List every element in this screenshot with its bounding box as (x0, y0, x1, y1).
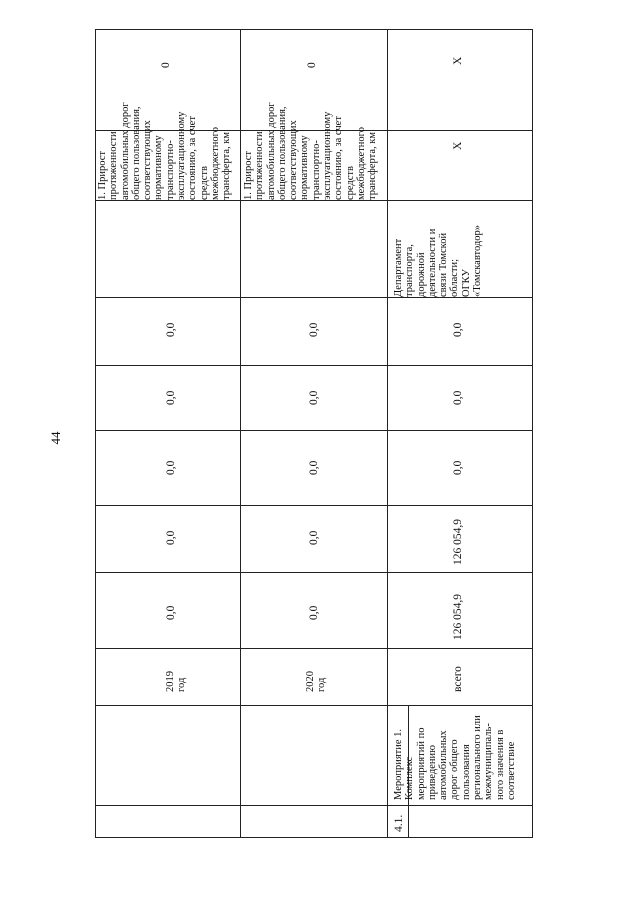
value-cell: 0,0 (308, 390, 320, 405)
table-line (95, 200, 532, 201)
year-2019-label: 2019 год (165, 671, 188, 692)
value-cell: 0,0 (165, 460, 177, 475)
value-cell: 0,0 (452, 390, 464, 405)
value-cell: 0,0 (308, 322, 320, 337)
target-mark: X (452, 56, 464, 65)
table-line (387, 837, 532, 838)
measure-text: Мероприятие 1. Комплекс мероприятий по приведению автомобильных дорог общего пользования регионального или межмуниципаль- ного значения в соответствие (393, 715, 517, 800)
table-line (387, 29, 388, 838)
table-line (95, 648, 532, 649)
table-line (95, 505, 532, 506)
table-line (95, 297, 240, 298)
table-line (95, 29, 96, 838)
indicator-text: 1. Прирост протяженности автомобильных дорог общего пользования, соответствующих нормативному транспортно- эксплуатационному состоянию, за счет средств межбюджетного трансферта, км (243, 102, 379, 200)
row-number: 4.1. (393, 814, 405, 832)
table-line (95, 430, 532, 431)
value-cell: 0,0 (452, 460, 464, 475)
value-cell: 0,0 (308, 605, 320, 620)
table-line (95, 365, 532, 366)
value-cell: 0,0 (308, 460, 320, 475)
target-value: 0 (306, 62, 318, 68)
indicator-mark: X (452, 141, 464, 150)
value-cell: 126 054,9 (452, 519, 464, 565)
value-cell: 0,0 (165, 322, 177, 337)
table-line (95, 705, 532, 706)
table-line (95, 805, 532, 806)
table-line (95, 29, 532, 30)
year-2020-label: 2020 год (305, 671, 328, 692)
value-cell: 0,0 (165, 390, 177, 405)
value-cell: 0,0 (165, 605, 177, 620)
table-line (240, 29, 241, 838)
target-value: 0 (160, 62, 172, 68)
page-number: 44 (48, 431, 63, 445)
value-cell: 0,0 (165, 530, 177, 545)
table-line (532, 29, 533, 838)
indicator-text: 1. Прирост протяженности автомобильных дорог общего пользования, соответствующих нормативному транспортно- эксплуатационному состоянию, за счет средств межбюджетного трансферта, км (97, 102, 233, 200)
table-line (240, 297, 532, 298)
value-cell: 126 054,9 (452, 594, 464, 640)
executor-text: Департамент транспорта, дорожной деятельности и связи Томской области; ОГКУ «Томскавтодор» (393, 224, 484, 297)
value-cell: 0,0 (308, 530, 320, 545)
total-label: всего (452, 666, 464, 692)
table-line (95, 572, 532, 573)
value-cell: 0,0 (452, 322, 464, 337)
